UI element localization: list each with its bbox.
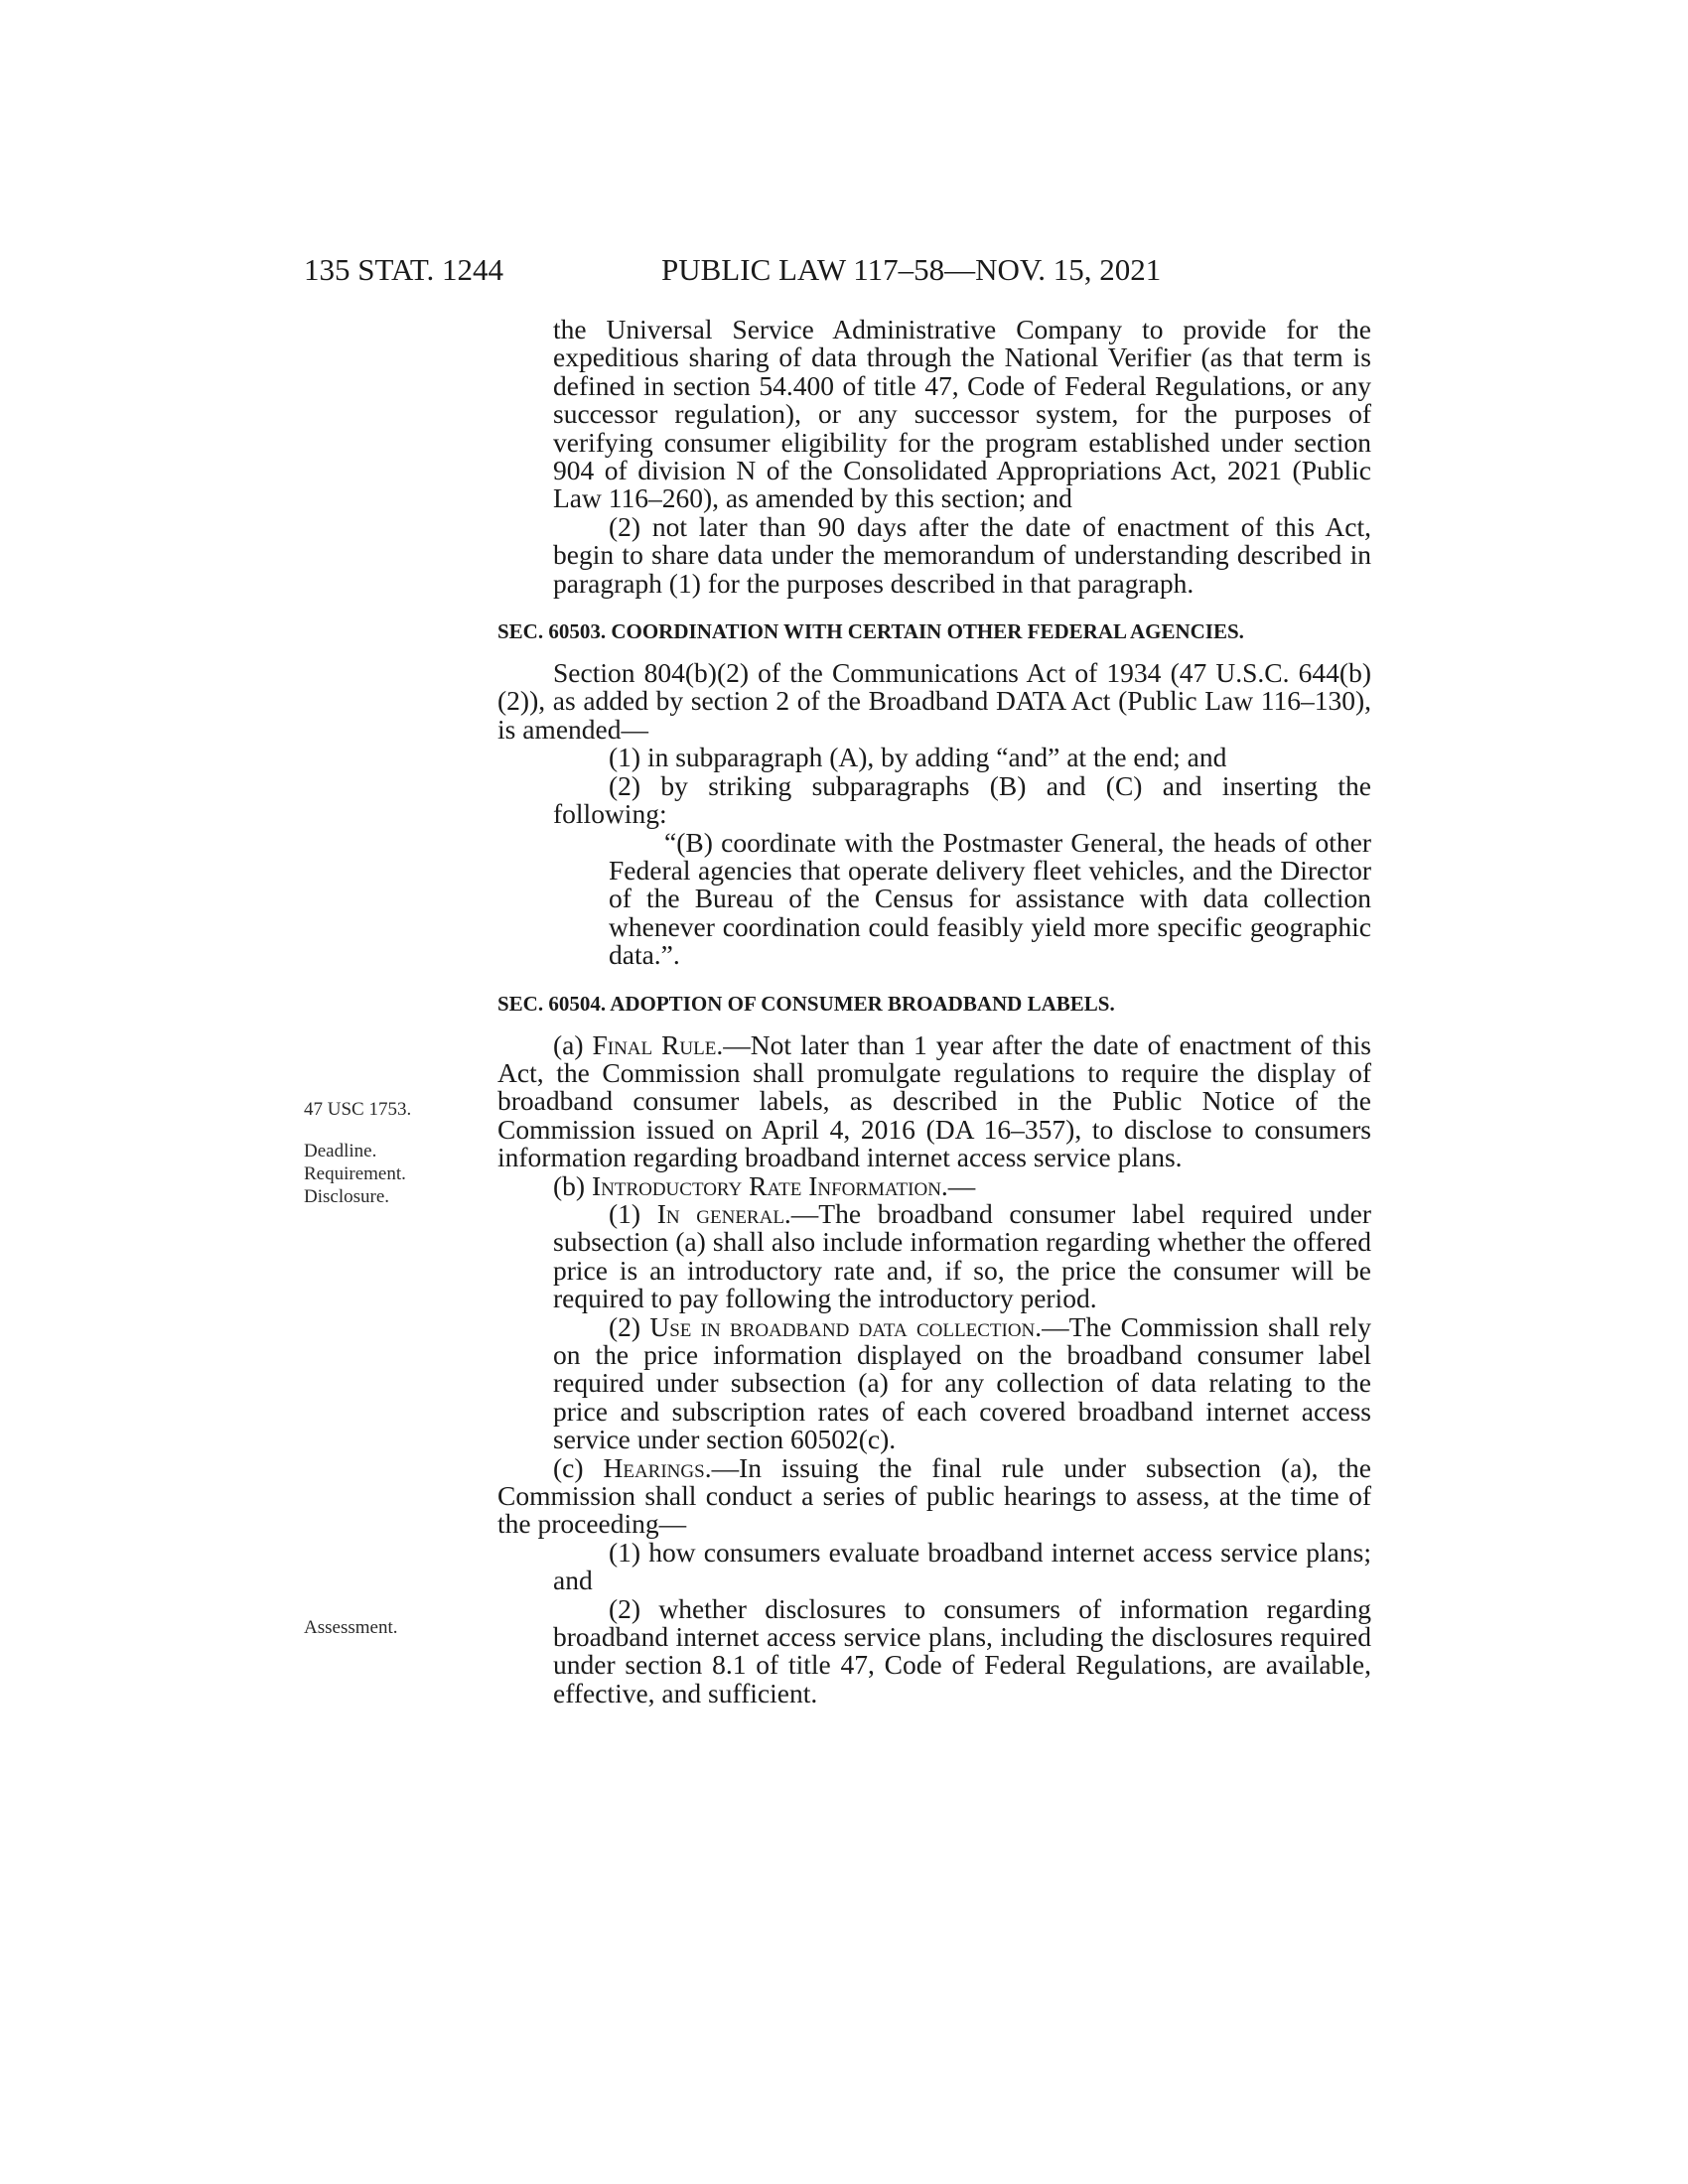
subsection-c-caption: Hearings: [603, 1451, 705, 1483]
paragraph-2: (2) not later than 90 days after the date of enactment of this Act, begin to share data under the memorandum of understanding described in paragraph (1) for the purposes described in that paragraph.: [553, 510, 1371, 599]
section-60503-quoted-text: “(B) coordinate with the Postmaster General, the heads of other Federal agencies that operate delivery fleet vehicles, and the Director of the Bureau of the Census for assistance with data collection whenever coordination could feasibly yield more specific geographic data.”.: [609, 826, 1371, 971]
section-60503-heading: SEC. 60503. COORDINATION WITH CERTAIN OTHER FEDERAL AGENCIES.: [497, 619, 1244, 644]
public-law-citation: PUBLIC LAW 117–58—NOV. 15, 2021: [661, 252, 1162, 287]
b2-caption: Use in broadband data collection: [649, 1310, 1036, 1342]
margin-note-assessment: Assessment.: [304, 1617, 398, 1638]
b2-label: (2): [609, 1310, 650, 1342]
section-60503-paragraph-1: (1) in subparagraph (A), by adding “and” at the end; and: [609, 742, 1227, 773]
b2-text: .—The Commission shall rely on the price information displayed on the broadband consumer label required under subsection (a) for any collection of data relating to the price and subscription rates of each covered broadband internet access service under section 60502(c).: [553, 1310, 1371, 1455]
margin-note-disclosure: Disclosure.: [304, 1186, 390, 1207]
b1-caption: In general: [656, 1197, 784, 1229]
margin-note-usc: 47 USC 1753.: [304, 1099, 412, 1120]
subsection-c-text: .—In issuing the final rule under subsection (a), the Commission shall conduct a series of public hearings to assess, at the time of the proceeding—: [497, 1451, 1371, 1540]
subsection-c-label: (c): [553, 1451, 604, 1483]
section-60503-paragraph-2: (2) by striking subparagraphs (B) and (C) and inserting the following:: [553, 769, 1371, 830]
page-header: [0, 250, 1688, 290]
section-60504-heading: SEC. 60504. ADOPTION OF CONSUMER BROADBAND LABELS.: [497, 991, 1115, 1016]
subsection-b: [497, 1169, 1371, 1201]
subsection-b-caption: Introductory Rate Information: [591, 1169, 941, 1201]
subsection-c-paragraph-2: (2) whether disclosures to consumers of information regarding broadband internet access service plans, including the disclosures required under section 8.1 of title 47, Code of Federal Regulations, are available, effective, and sufficient.: [553, 1592, 1371, 1708]
margin-note-requirement: Requirement.: [304, 1163, 406, 1184]
subsection-c: [497, 1451, 1371, 1540]
subsection-a: [497, 1028, 1371, 1173]
subsection-b-paragraph-1: [497, 1197, 1371, 1314]
statute-body: [497, 316, 1371, 1707]
stat-page-number: 135 STAT. 1244: [304, 252, 504, 287]
subsection-a-text: .—Not later than 1 year after the date of enactment of this Act, the Commission shall promulgate regulations to require the display of broadband consumer labels, as described in the Public Notice of the Commission issued on April 4, 2016 (DA 16–357), to disclose to consumers information regarding broadband internet access service plans.: [497, 1028, 1371, 1173]
section-60503-intro: Section 804(b)(2) of the Communications Act of 1934 (47 U.S.C. 644(b)(2)), as added by section 2 of the Broadband DATA Act (Public Law 116–130), is amended—: [497, 657, 1371, 745]
continued-paragraph: the Universal Service Administrative Company to provide for the expeditious sharing of data through the National Verifier (as that term is defined in section 54.400 of title 47, Code of Federal Regulations, or any successor regulation), or any successor system, for the purposes of verifying consumer eligibility for the program established under section 904 of division N of the Consolidated Appropriations Act, 2021 (Public Law 116–260), as amended by this section; and: [553, 314, 1371, 514]
subsection-b-paragraph-2: [497, 1310, 1371, 1455]
subsection-a-caption: Final Rule: [592, 1028, 717, 1060]
margin-note-deadline: Deadline.: [304, 1141, 377, 1161]
subsection-b-text: .—: [940, 1169, 976, 1201]
subsection-c-paragraph-1: (1) how consumers evaluate broadband internet access service plans; and: [553, 1536, 1371, 1596]
b1-text: .—The broadband consumer label required under subsection (a) shall also include information regarding whether the offered price is an introductory rate and, if so, the price the consumer will be required to pay following the introductory period.: [553, 1197, 1371, 1314]
subsection-b-label: (b): [553, 1169, 592, 1201]
b1-label: (1): [609, 1197, 657, 1229]
subsection-a-label: (a): [553, 1028, 593, 1060]
